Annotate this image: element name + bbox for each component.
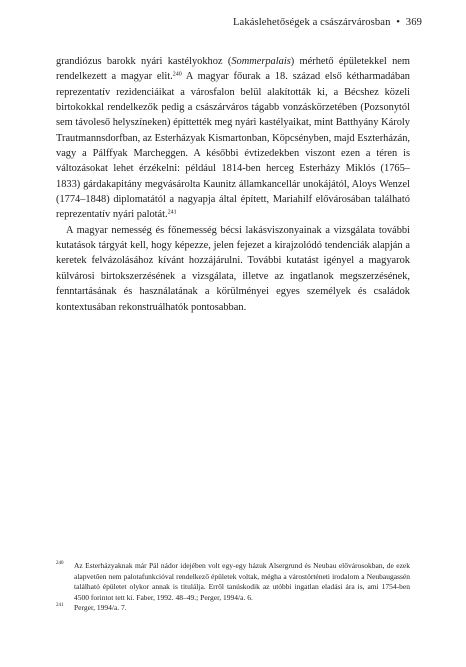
footnote-ref-241[interactable]: 241 <box>167 209 177 216</box>
footnote-241 <box>56 603 410 614</box>
footnote-240 <box>56 561 410 603</box>
footnote-number: 241 <box>56 603 64 609</box>
footnotes <box>56 561 410 614</box>
paragraph-1-main: A magyar főurak a 18. század első kétharmadában reprezentatív rezidenciáikat a városfalon belül alakították ki, a Bécshez közeli birtokokkal rendelkezők pedig a császárváros tágabb vonzáskörzetében (Pozsonytól sem távoleső helyszíneken) építtették meg nyári kastélyaikat, mint Batthyány Károly Trautmannsdorfban, az Esterházyak Kismartonban, Köpcsényben, majd Eszterházán, vagy a Pálffyak Marcheggen. A későbbi évtizedekben viszont ezen a téren is változásokat lehet érzékelni: például 1814-ben herceg Esterházy Miklós (1765–1833) gárdakapitány megvásárolta Kaunitz államkancellár unokájától, Aloys Wenzel (1774–1848) diplomatától a nagyapja által épített, Mariahilf elővárosában található reprezentatív nyári palotát. <box>56 71 410 221</box>
main-text <box>56 54 410 315</box>
paragraph-2: A magyar nemesség és főnemesség bécsi lakásviszonyainak a vizsgálata további kutatások tárgyát kell, hogy képezze, jelen fejezet a kirajzolódó tendenciák alapján a keretek felvázolásához kívánt hozzájárulni. További kutatást igényel a magyarok külvárosi birtokszerzésének a vizsgálata, illetve az ingatlanok megszerzésének, fenntartásának és használatának a körülményei egyes személyek és családok kontextusában rekonstruálhatók pontosabban. <box>56 224 410 313</box>
paragraph-1-start: grandiózus barokk nyári kastélyokhoz ( <box>56 56 232 67</box>
footnote-ref-240[interactable]: 240 <box>172 71 182 78</box>
page-number: 369 <box>405 17 422 28</box>
paragraph-1-cont: ) mérhető épületekkel nem rendelkezett a magyar elit. <box>56 56 410 83</box>
chapter-title: Lakáslehetőségek a császárvárosban <box>232 17 391 28</box>
italic-term: Sommerpalais <box>231 56 291 67</box>
header-separator: • <box>396 17 401 28</box>
running-header <box>233 17 422 28</box>
footnote-number: 240 <box>56 561 64 566</box>
paragraph-1 <box>56 54 410 223</box>
footnote-text: Perger, 1994/a. 7. <box>74 603 127 613</box>
footnote-text: Az Esterházyaknak már Pál nádor idejében volt egy-egy házuk Alsergrund és Neubau elővárosokban, de ezek alapvetően nem palotafunkcióval rendelkező épületek voltak, mégha a várostörténeti irodalom a Neubaugassén található épületet olykor annak is titulálja. Erről tanúskodik az utóbbi ingatlan eladási ára is, ami 1754-ben 4500 forintot tett ki. Faber, 1992. 48–49.; Perger, 1994/a. 6. <box>74 561 410 602</box>
